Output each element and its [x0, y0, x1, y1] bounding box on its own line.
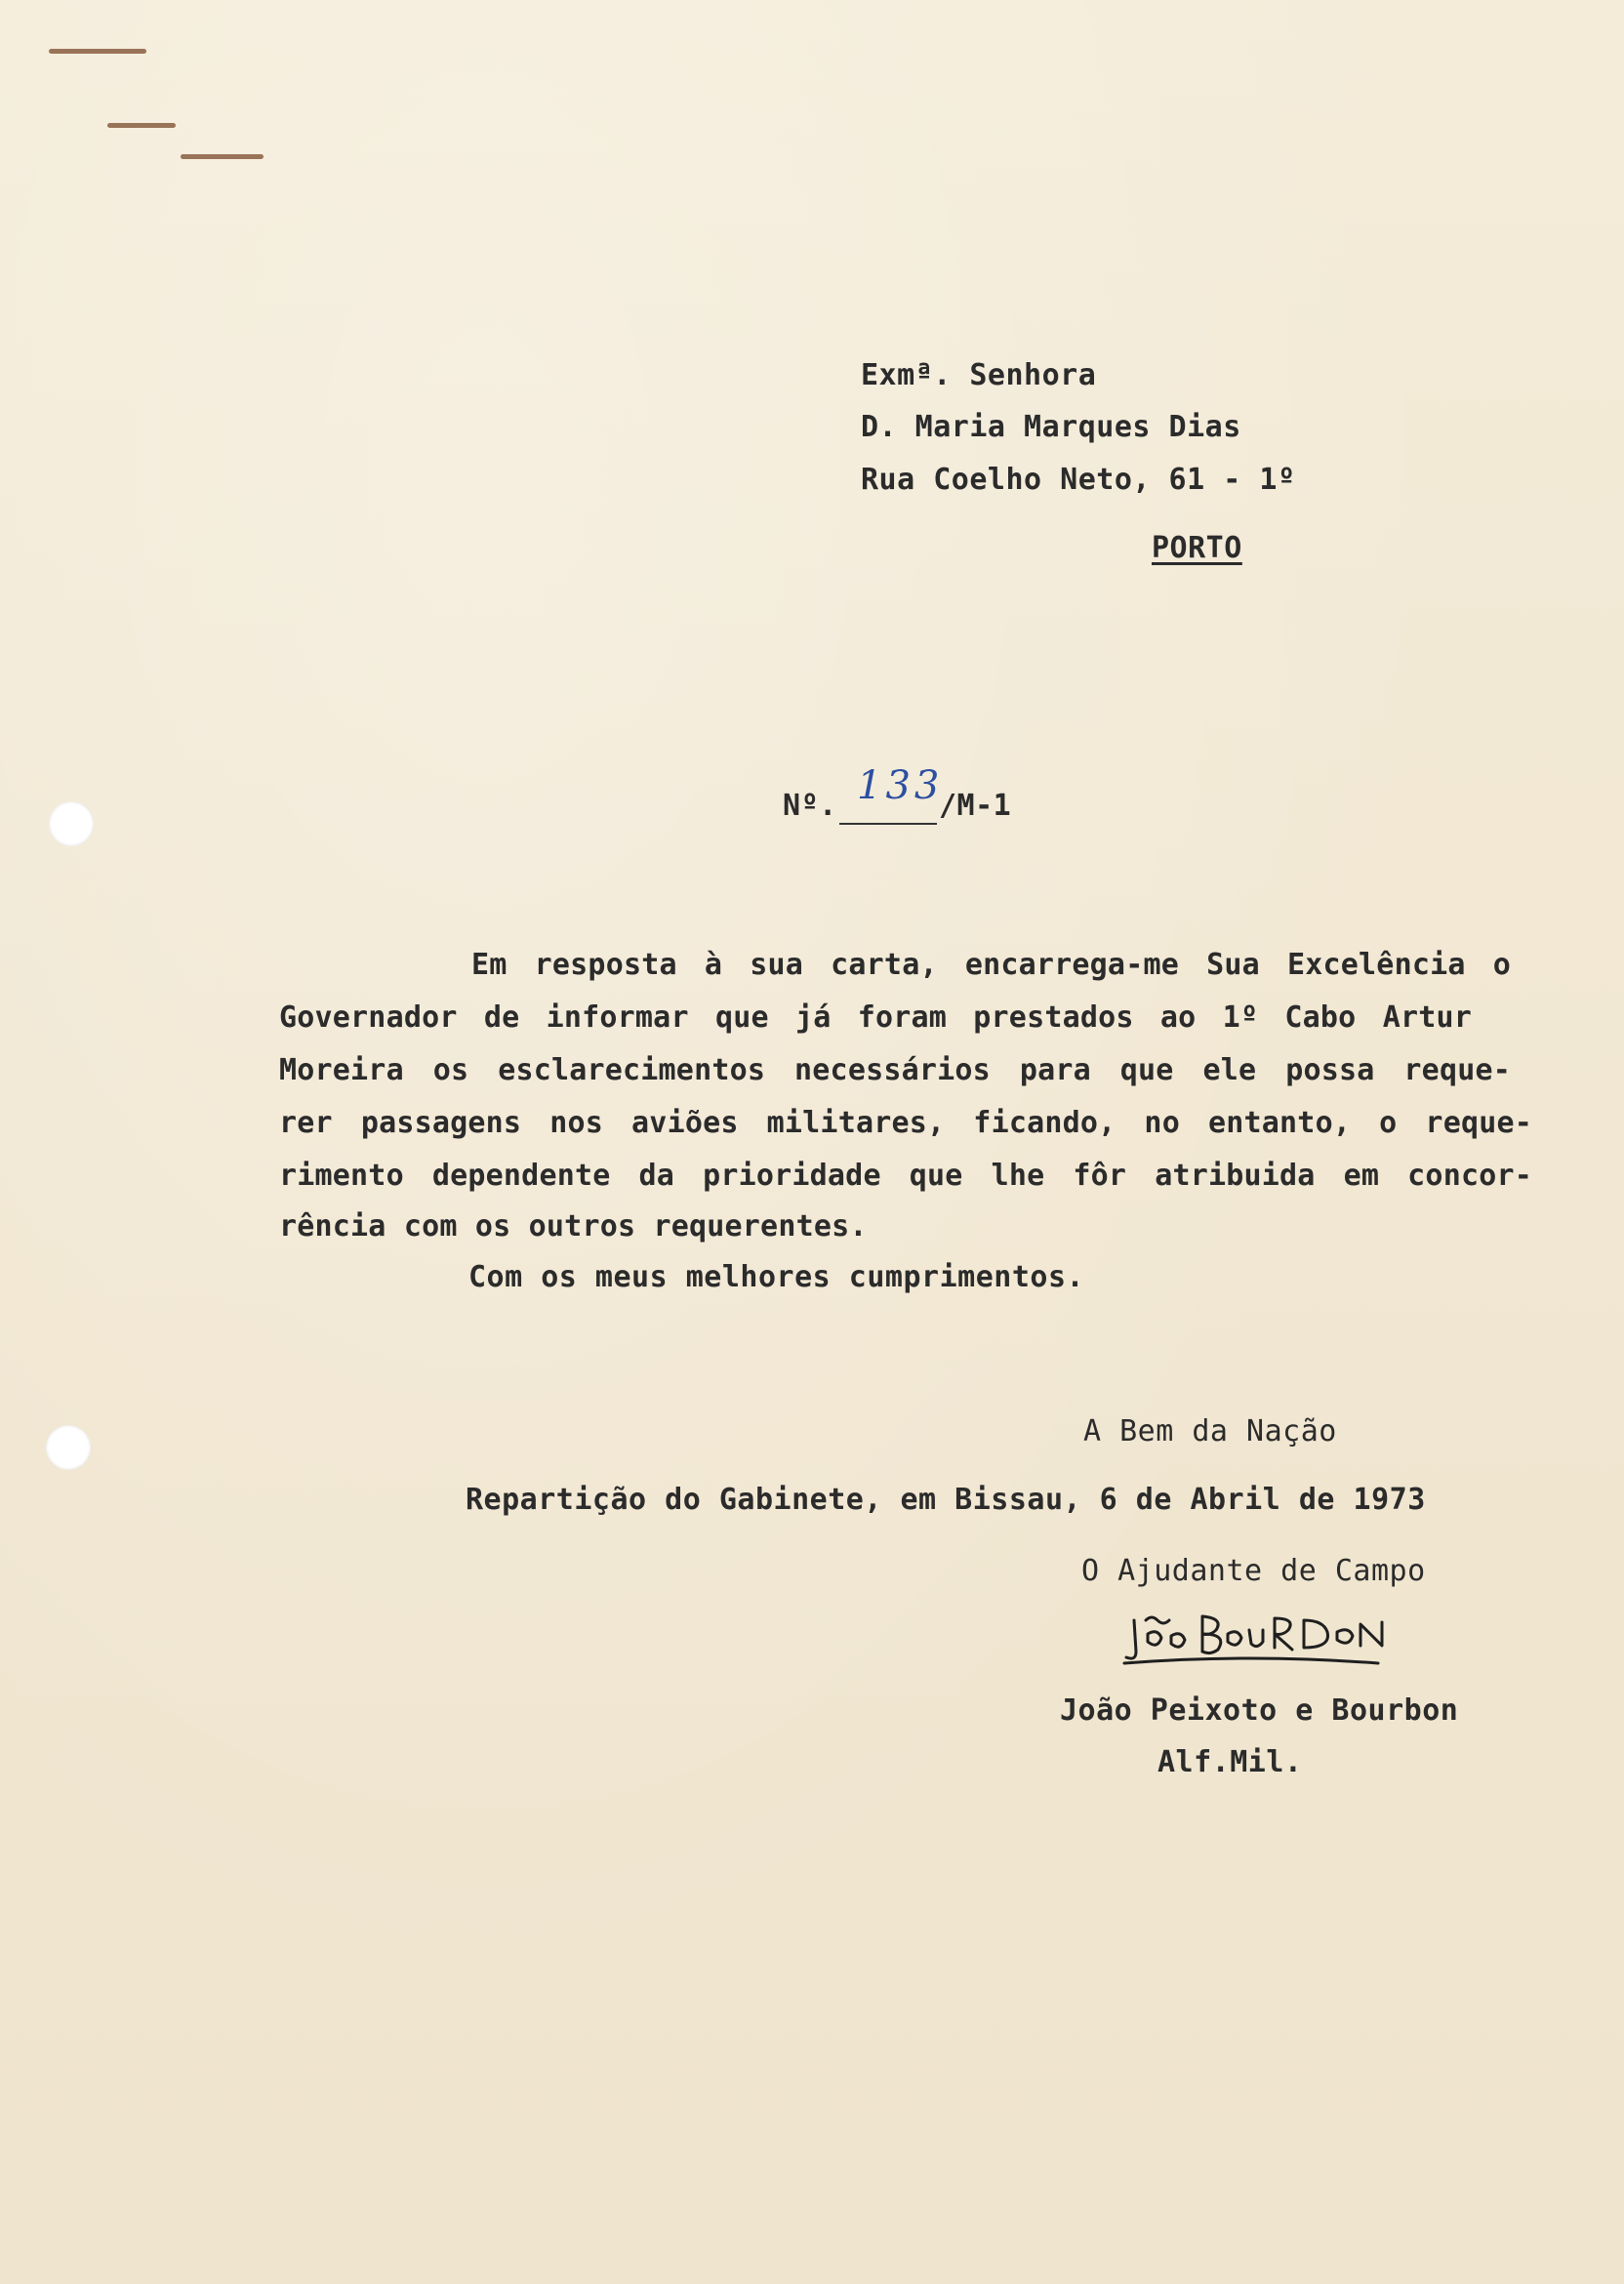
- body-line: [471, 948, 1511, 982]
- reference-prefix: Nº.: [783, 789, 837, 823]
- role: O Ajudante de Campo: [1081, 1554, 1426, 1588]
- rust-stain: [107, 123, 176, 128]
- motto: A Bem da Nação: [1083, 1414, 1337, 1448]
- body-line: [279, 1159, 1532, 1193]
- recipient-city: PORTO: [1152, 531, 1242, 565]
- body-line: [279, 1053, 1511, 1087]
- reference-number-handwritten: 133: [857, 763, 944, 808]
- recipient-salutation: Exmª. Senhora: [861, 358, 1097, 392]
- recipient-name: D. Maria Marques Dias: [861, 410, 1241, 444]
- rust-stain: [49, 49, 146, 54]
- reference-number-line: [839, 823, 937, 825]
- closing: Com os meus melhores cumprimentos.: [468, 1260, 1085, 1294]
- recipient-street: Rua Coelho Neto, 61 - 1º: [861, 463, 1296, 497]
- body-line-text: Moreira os esclarecimentos necessários para que ele possa reque-: [279, 1053, 1511, 1087]
- reference-suffix: /M-1: [939, 789, 1012, 823]
- body-line: [279, 1106, 1532, 1140]
- body-line-text: rimento dependente da prioridade que lhe fôr atribuida em concor-: [279, 1159, 1532, 1193]
- signature-image: [1120, 1609, 1394, 1669]
- body-line-text: rer passagens nos aviões militares, ficando, no entanto, o reque-: [279, 1106, 1532, 1140]
- body-line-text: Em resposta à sua carta, encarrega-me Sua Excelência o: [471, 948, 1511, 982]
- signer-rank: Alf.Mil.: [1157, 1745, 1303, 1779]
- signer-name: João Peixoto e Bourbon: [1060, 1693, 1459, 1728]
- punch-hole: [49, 801, 94, 846]
- body-line: [279, 1000, 1472, 1035]
- punch-hole: [46, 1425, 91, 1470]
- rust-stain: [181, 154, 264, 159]
- place-date: Repartição do Gabinete, em Bissau, 6 de Abril de 1973: [466, 1483, 1426, 1517]
- body-line: [279, 1209, 1538, 1244]
- body-line-text: rência com os outros requerentes.: [279, 1209, 868, 1244]
- body-line-text: Governador de informar que já foram prestados ao 1º Cabo Artur: [279, 1000, 1472, 1035]
